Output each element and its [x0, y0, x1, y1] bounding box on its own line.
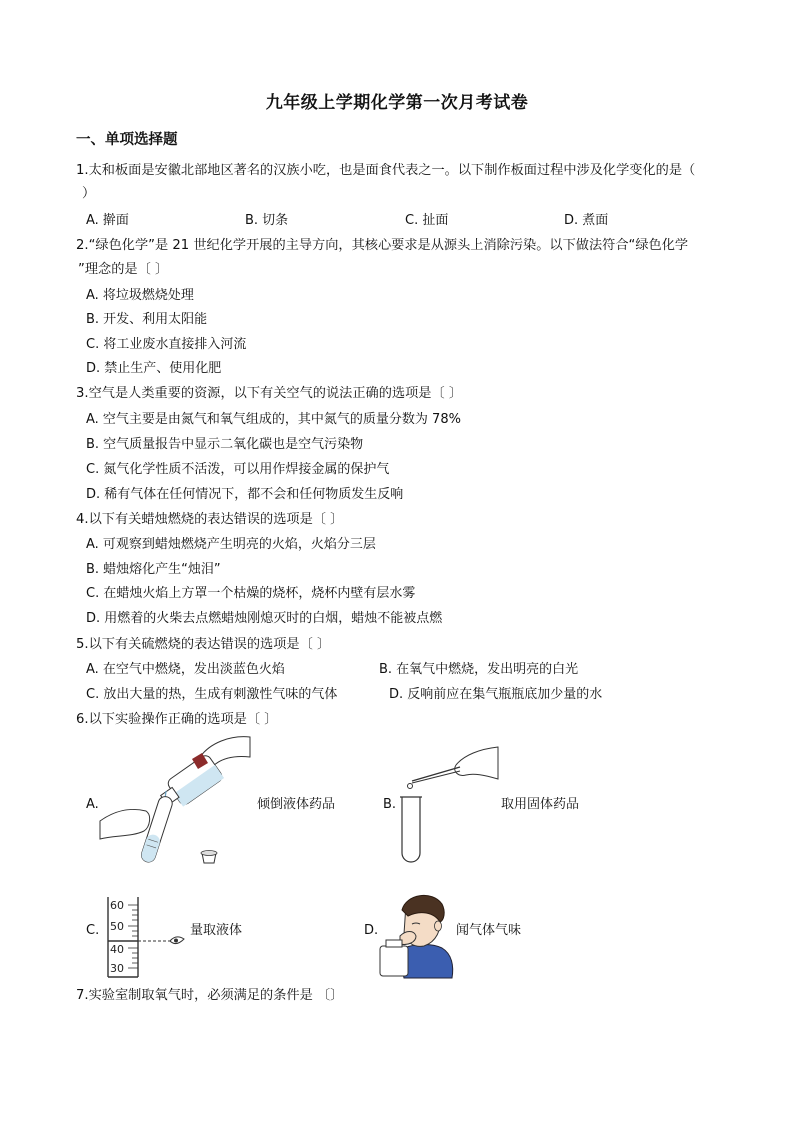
question-6-stem: 6.以下实验操作正确的选项是〔 〕: [76, 712, 278, 727]
question-2-stem-line1: 2.“绿色化学”是 21 世纪化学开展的主导方向，其核心要求是从源头上消除污染。以下做法符合“绿色化学: [76, 238, 689, 253]
question-1-option-d: D. 煮面: [564, 213, 609, 228]
question-2-option-c: C. 将工业废水直接排入河流: [86, 337, 247, 352]
question-1-stem-line1: 1.太和板面是安徽北部地区著名的汉族小吃，也是面食代表之一。以下制作板面过程中涉及化学变化的是（: [76, 163, 696, 178]
question-4-option-a: A. 可观察到蜡烛燃烧产生明亮的火焰，火焰分三层: [86, 537, 376, 552]
question-2-option-b: B. 开发、利用太阳能: [86, 312, 208, 327]
question-3-option-c: C. 氮气化学性质不活泼，可以用作焊接金属的保护气: [86, 462, 390, 477]
cylinder-tick-60: 60: [110, 899, 124, 912]
cylinder-tick-30: 30: [110, 962, 124, 975]
question-3-option-b: B. 空气质量报告中显示二氧化碳也是空气污染物: [86, 437, 364, 452]
question-5-option-d: D. 反响前应在集气瓶瓶底加少量的水: [389, 687, 603, 702]
cylinder-tick-40: 40: [110, 943, 124, 956]
question-1-stem-line2: ）: [82, 186, 96, 201]
page-title: 九年级上学期化学第一次月考试卷: [265, 93, 529, 113]
question-6-option-c-label: C.: [86, 923, 100, 938]
section-heading: 一、单项选择题: [76, 132, 178, 148]
question-6-option-d-caption: 闻气体气味: [456, 923, 522, 938]
cylinder-tick-50: 50: [110, 920, 124, 933]
measuring-cylinder-illustration: [104, 895, 194, 980]
question-5-option-c: C. 放出大量的热，生成有刺激性气味的气体: [86, 687, 338, 702]
question-3-option-d: D. 稀有气体在任何情况下，都不会和任何物质发生反响: [86, 487, 404, 502]
question-2-option-a: A. 将垃圾燃烧处理: [86, 288, 194, 303]
solid-reagent-illustration: [398, 745, 498, 865]
question-6-option-b-caption: 取用固体药品: [501, 797, 580, 812]
question-4-option-d: D. 用燃着的火柴去点燃蜡烛刚熄灭时的白烟，蜡烛不能被点燃: [86, 611, 443, 626]
question-6-option-c-caption: 量取液体: [190, 923, 243, 938]
question-1-option-b: B. 切条: [245, 213, 289, 228]
question-3-option-a: A. 空气主要是由氮气和氧气组成的，其中氮气的质量分数为 78%: [86, 412, 461, 427]
question-6-option-b-label: B.: [383, 797, 397, 812]
question-6-option-a-caption: 倾倒液体药品: [257, 797, 336, 812]
question-4-option-c: C. 在蜡烛火焰上方罩一个枯燥的烧杯，烧杯内壁有层水雾: [86, 586, 416, 601]
question-2-stem-line2: ”理念的是〔 〕: [78, 262, 169, 277]
question-7-stem: 7.实验室制取氧气时，必须满足的条件是 〔〕: [76, 988, 344, 1003]
question-3-stem: 3.空气是人类重要的资源，以下有关空气的说法正确的选项是〔 〕: [76, 386, 463, 401]
question-2-option-d: D. 禁止生产、使用化肥: [86, 361, 222, 376]
smelling-gas-illustration: [376, 890, 454, 980]
pour-liquid-illustration: [100, 735, 250, 865]
question-5-option-b: B. 在氧气中燃烧，发出明亮的白光: [379, 662, 579, 677]
question-6-option-d-label: D.: [364, 923, 379, 938]
question-4-option-b: B. 蜡烛熔化产生“烛泪”: [86, 562, 221, 577]
question-1-option-a: A. 擀面: [86, 213, 129, 228]
question-6-option-a-label: A.: [86, 797, 99, 812]
question-4-stem: 4.以下有关蜡烛燃烧的表达错误的选项是〔 〕: [76, 512, 344, 527]
question-5-stem: 5.以下有关硫燃烧的表达错误的选项是〔 〕: [76, 637, 331, 652]
question-1-option-c: C. 扯面: [405, 213, 449, 228]
question-5-option-a: A. 在空气中燃烧，发出淡蓝色火焰: [86, 662, 285, 677]
